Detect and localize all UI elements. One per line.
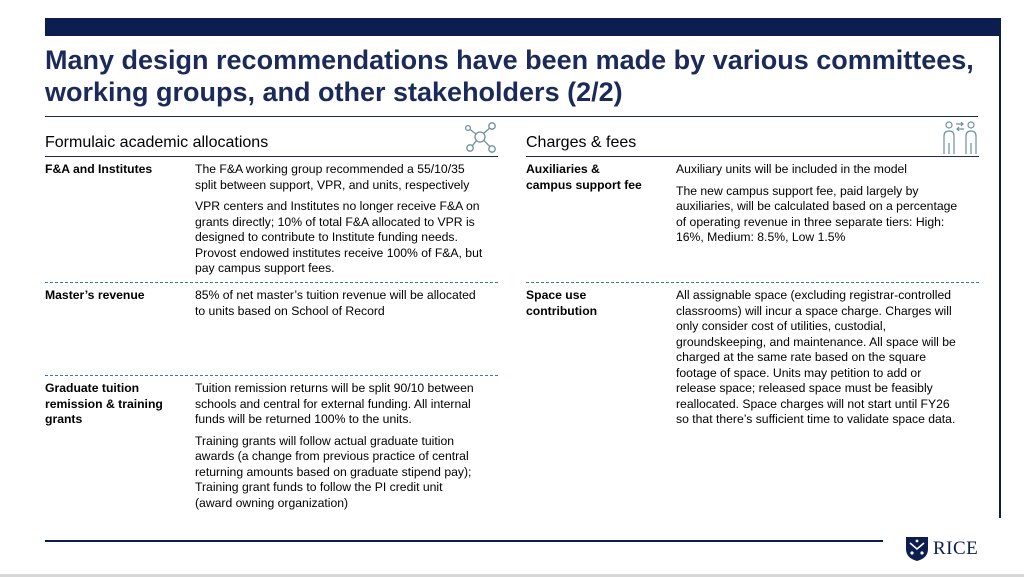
text-line: Training grant funds to follow the PI credit unit bbox=[195, 480, 443, 494]
paragraph bbox=[195, 162, 505, 193]
text-line: awards (a change from previous practice of central bbox=[195, 449, 469, 463]
text-line: grants directly; 10% of total F&A allocated to VPR is bbox=[195, 214, 475, 229]
text-line: funds will be returned 100% to the units. bbox=[195, 412, 412, 426]
text-line: All assignable space (excluding registrar-controlled bbox=[676, 288, 952, 302]
label-line: Graduate tuition bbox=[45, 381, 140, 395]
row-label-auxiliaries bbox=[526, 162, 642, 193]
paragraph bbox=[195, 199, 505, 277]
text-line: Tuition remission returns will be split 90/10 between bbox=[195, 381, 474, 395]
slide-title-line-1: Many design recommendations have been made by various committees, bbox=[45, 45, 974, 75]
people-exchange-icon bbox=[941, 119, 979, 155]
row-label-space-use bbox=[526, 288, 597, 319]
text-line: of operating revenue in three separate tiers: High: bbox=[676, 214, 945, 229]
row-text-graduate-tuition bbox=[195, 381, 505, 517]
text-line: VPR centers and Institutes no longer receive F&A on bbox=[195, 199, 480, 213]
row-text-auxiliaries bbox=[676, 162, 986, 252]
row-text-space-use bbox=[676, 288, 986, 434]
row-label-graduate-tuition bbox=[45, 381, 163, 428]
text-line: footage of space. Units may petition to add or bbox=[676, 365, 922, 380]
text-line: schools and central for external funding. All internal bbox=[195, 396, 471, 411]
paragraph bbox=[195, 381, 505, 428]
text-line: 16%, Medium: 8.5%, Low 1.5% bbox=[676, 230, 846, 244]
paragraph bbox=[195, 288, 505, 319]
row-divider bbox=[45, 375, 498, 376]
text-line: 85% of net master’s tuition revenue will be allocated bbox=[195, 288, 476, 302]
label-line: remission & training bbox=[45, 396, 163, 411]
text-line: reallocated. Space charges will not start until FY26 bbox=[676, 396, 950, 411]
row-label-fa-institutes: F&A and Institutes bbox=[45, 162, 153, 176]
right-border-line bbox=[999, 36, 1001, 518]
title-divider bbox=[45, 116, 978, 117]
row-label-masters-revenue: Master’s revenue bbox=[45, 288, 145, 302]
right-section-heading: Charges & fees bbox=[526, 134, 637, 151]
text-line: release space; released space must be feasibly bbox=[676, 381, 933, 395]
rice-shield-icon bbox=[905, 536, 929, 562]
text-line: The new campus support fee, paid largely by bbox=[676, 183, 919, 198]
text-line: split between support, VPR, and units, respectively bbox=[195, 177, 470, 192]
text-line: auxiliaries, will be calculated based on a percentage bbox=[676, 199, 958, 213]
text-line: The F&A working group recommended a 55/10/35 bbox=[195, 162, 465, 176]
logo-text: RICE bbox=[933, 538, 979, 559]
text-line: so that there’s sufficient time to validate space data. bbox=[676, 412, 956, 426]
text-line: Provost endowed institutes receive 100% of F&A, but bbox=[195, 245, 483, 260]
top-accent-bar bbox=[45, 18, 1001, 36]
label-line: campus support fee bbox=[526, 177, 642, 192]
left-section-rule bbox=[45, 156, 498, 157]
paragraph bbox=[676, 288, 986, 428]
slide-title bbox=[45, 44, 995, 108]
label-line: contribution bbox=[526, 303, 598, 318]
row-text-masters-revenue bbox=[195, 288, 505, 325]
text-line: Training grants will follow actual graduate tuition bbox=[195, 433, 455, 448]
paragraph bbox=[676, 184, 986, 246]
paragraph bbox=[195, 434, 505, 512]
text-line: only consider cost of utilities, custodial, bbox=[676, 319, 886, 333]
row-text-fa-institutes bbox=[195, 162, 505, 283]
text-line: groundskeeping, and maintenance. All space will be bbox=[676, 334, 956, 349]
row-divider bbox=[45, 282, 498, 283]
text-line: pay campus support fees. bbox=[195, 261, 335, 275]
row-divider bbox=[526, 282, 979, 283]
text-line: designed to contribute to Institute funding needs. bbox=[195, 230, 458, 244]
paragraph bbox=[676, 162, 986, 178]
footer-rule bbox=[45, 540, 883, 542]
text-line: returning amounts based on graduate stipend pay); bbox=[195, 464, 472, 479]
label-line: grants bbox=[45, 412, 83, 426]
rice-logo bbox=[905, 536, 978, 562]
network-icon bbox=[462, 120, 498, 154]
text-line: Auxiliary units will be included in the model bbox=[676, 162, 908, 176]
label-line: Auxiliaries & bbox=[526, 162, 600, 176]
text-line: to units based on School of Record bbox=[195, 303, 385, 318]
left-section-heading: Formulaic academic allocations bbox=[45, 134, 269, 151]
text-line: (award owning organization) bbox=[195, 495, 349, 510]
slide-title-line-2: working groups, and other stakeholders (2/2) bbox=[45, 77, 623, 107]
right-section-rule bbox=[526, 156, 979, 157]
text-line: classrooms) will incur a space charge. Charges will bbox=[676, 303, 952, 318]
text-line: charged at the same rate based on the square bbox=[676, 350, 927, 364]
label-line: Space use bbox=[526, 288, 587, 302]
